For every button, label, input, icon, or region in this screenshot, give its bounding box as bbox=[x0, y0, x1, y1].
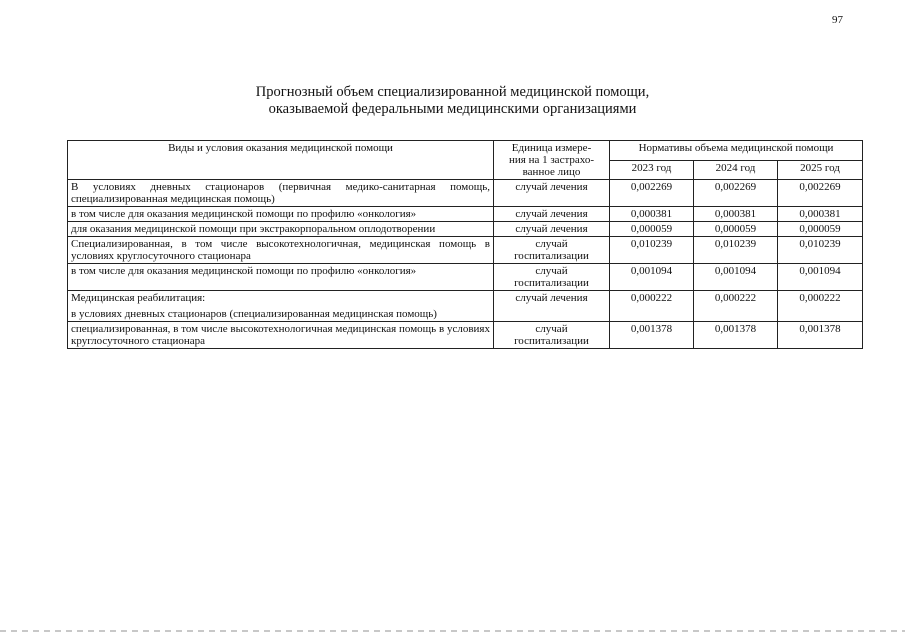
title-line-1: Прогнозный объем специализированной медицинской помощи, bbox=[255, 84, 650, 100]
scan-artifact-line bbox=[0, 630, 905, 632]
row-kind-sub: в условиях дневных стационаров (специализированная медицинская помощь) bbox=[71, 308, 437, 320]
row-value-2024: 0,001378 bbox=[694, 322, 778, 349]
table-row bbox=[68, 291, 863, 322]
row-value-2023: 0,000059 bbox=[610, 222, 694, 237]
table-row bbox=[68, 207, 863, 222]
row-kind: в том числе для оказания медицинской помощи по профилю «онкология» bbox=[68, 207, 494, 222]
row-kind: специализированная, в том числе высокотехнологичная медицинская помощь в условиях круглосуточного стационара bbox=[68, 322, 494, 349]
row-unit: случай лечения bbox=[494, 291, 610, 322]
row-value-2024: 0,002269 bbox=[694, 180, 778, 207]
header-unit-line-1: Единица измере- bbox=[511, 142, 592, 154]
row-value-2024: 0,000222 bbox=[694, 291, 778, 322]
row-value-2025: 0,001094 bbox=[778, 264, 863, 291]
header-unit bbox=[494, 141, 610, 180]
row-kind: для оказания медицинской помощи при экстракорпоральном оплодотворении bbox=[68, 222, 494, 237]
document-title bbox=[0, 84, 905, 118]
header-year-2023: 2023 год bbox=[610, 160, 694, 180]
header-kind: Виды и условия оказания медицинской помощи bbox=[68, 141, 494, 180]
header-norms: Нормативы объема медицинской помощи bbox=[610, 141, 863, 161]
header-year-2024: 2024 год bbox=[694, 160, 778, 180]
row-value-2025: 0,001378 bbox=[778, 322, 863, 349]
row-unit: случай госпитализации bbox=[494, 264, 610, 291]
table-row bbox=[68, 322, 863, 349]
row-value-2023: 0,000381 bbox=[610, 207, 694, 222]
row-unit: случай госпитализации bbox=[494, 322, 610, 349]
page-number: 97 bbox=[832, 14, 843, 26]
row-value-2025: 0,000381 bbox=[778, 207, 863, 222]
title-line-2: оказываемой федеральными медицинскими организациями bbox=[268, 101, 637, 117]
row-kind bbox=[68, 291, 494, 322]
row-value-2025: 0,000059 bbox=[778, 222, 863, 237]
row-value-2023: 0,002269 bbox=[610, 180, 694, 207]
header-year-2025: 2025 год bbox=[778, 160, 863, 180]
row-value-2024: 0,010239 bbox=[694, 237, 778, 264]
row-value-2025: 0,010239 bbox=[778, 237, 863, 264]
row-kind: В условиях дневных стационаров (первичная медико-санитарная помощь, специализированная медицинская помощь) bbox=[68, 180, 494, 207]
row-unit: случай лечения bbox=[494, 222, 610, 237]
row-value-2024: 0,001094 bbox=[694, 264, 778, 291]
row-value-2025: 0,000222 bbox=[778, 291, 863, 322]
row-value-2023: 0,001094 bbox=[610, 264, 694, 291]
norms-table bbox=[67, 140, 863, 349]
table-row bbox=[68, 237, 863, 264]
table-row bbox=[68, 222, 863, 237]
row-unit: случай лечения bbox=[494, 207, 610, 222]
row-unit: случай лечения bbox=[494, 180, 610, 207]
row-value-2025: 0,002269 bbox=[778, 180, 863, 207]
row-unit: случай госпитализации bbox=[494, 237, 610, 264]
row-value-2023: 0,000222 bbox=[610, 291, 694, 322]
row-value-2023: 0,001378 bbox=[610, 322, 694, 349]
table-row bbox=[68, 264, 863, 291]
row-kind: Специализированная, в том числе высокотехнологичная, медицинская помощь в условиях круглосуточного стационара bbox=[68, 237, 494, 264]
table-row bbox=[68, 180, 863, 207]
row-value-2023: 0,010239 bbox=[610, 237, 694, 264]
header-unit-line-3: ванное лицо bbox=[522, 166, 581, 178]
row-value-2024: 0,000381 bbox=[694, 207, 778, 222]
row-kind-heading: Медицинская реабилитация: bbox=[71, 292, 206, 304]
row-kind: в том числе для оказания медицинской помощи по профилю «онкология» bbox=[68, 264, 494, 291]
row-value-2024: 0,000059 bbox=[694, 222, 778, 237]
header-unit-line-2: ния на 1 застрахо- bbox=[508, 154, 595, 166]
